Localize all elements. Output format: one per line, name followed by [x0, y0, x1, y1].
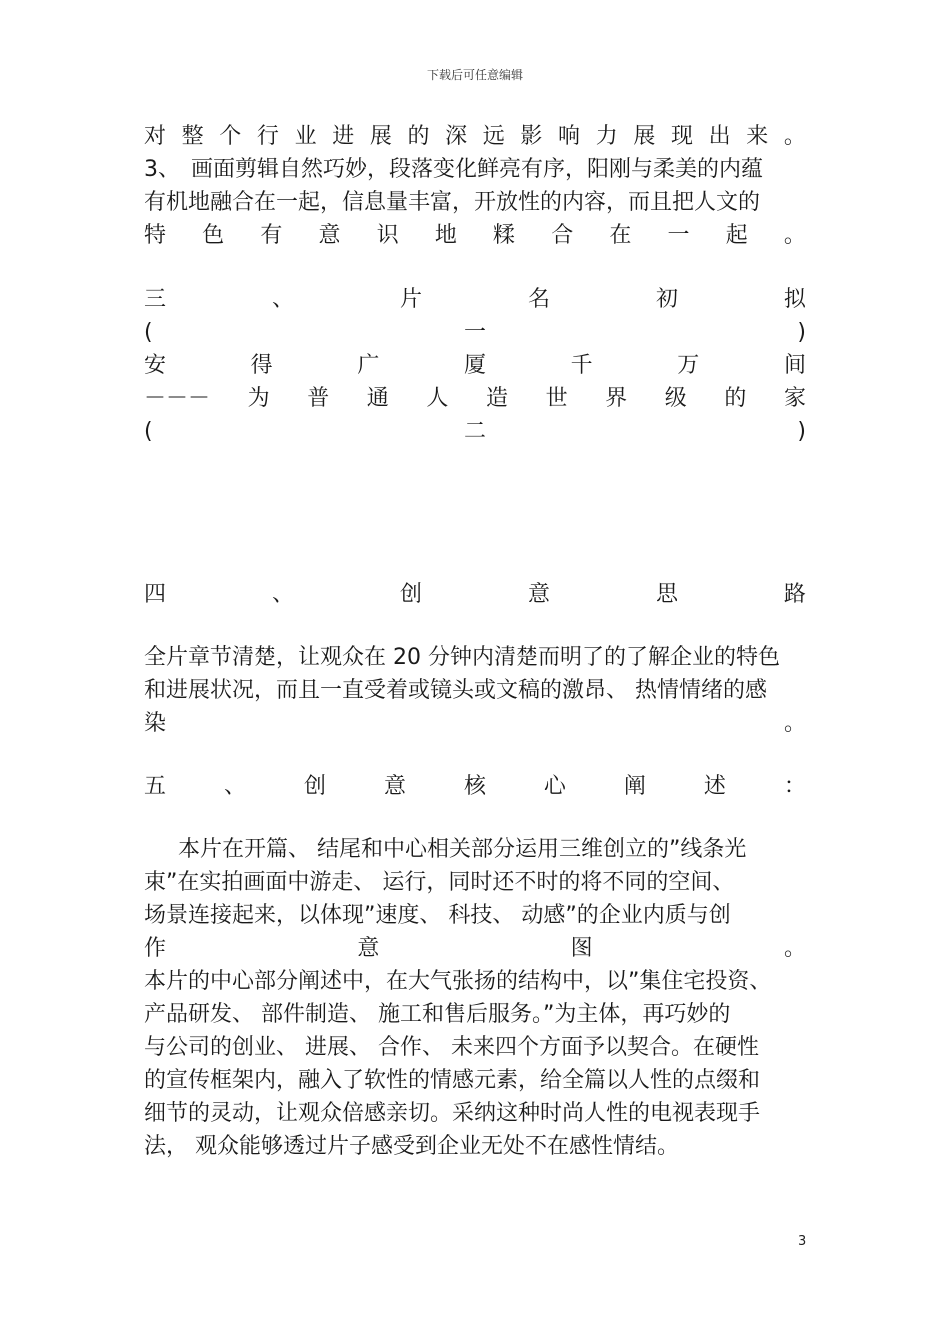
text-token: 展 — [369, 124, 392, 149]
text-token: 创 — [303, 774, 326, 799]
text-token: 色 — [202, 223, 225, 248]
text-token: 。 — [783, 936, 806, 961]
text-token: 思 — [655, 582, 678, 607]
text-token: 家 — [783, 386, 806, 411]
text-token: 意 — [357, 936, 380, 961]
text-token: 整 — [181, 124, 204, 149]
text-token: 、 — [271, 287, 294, 312]
text-token: 万 — [677, 353, 700, 378]
text-token: 普 — [307, 386, 330, 411]
text-token: 间 — [783, 353, 806, 378]
text-line: 全片章节清楚，让观众在 20 分钟内清楚而明了的了解企业的特色 — [144, 645, 780, 670]
text-token: 染 — [144, 711, 167, 736]
option-label-2 — [144, 415, 806, 448]
text-line: 法， 观众能够透过片子感受到企业无处不在感性情结。 — [144, 1134, 679, 1159]
page-header: 下载后可任意编辑 — [426, 68, 523, 82]
text-token: 个 — [219, 124, 242, 149]
text-line: 细节的灵动，让观众倍感亲切。采纳这种时尚人性的电视表现手 — [144, 1101, 761, 1126]
text-token: 展 — [633, 124, 656, 149]
text-token: 糅 — [493, 223, 516, 248]
text-token: 二 — [463, 419, 486, 444]
paragraph-gap — [144, 611, 806, 641]
paragraph-gap — [144, 448, 806, 578]
text-token: 意 — [318, 223, 341, 248]
text-token: 意 — [383, 774, 406, 799]
text-token: 初 — [655, 287, 678, 312]
text-token: 创 — [399, 582, 422, 607]
text-token: 界 — [605, 386, 628, 411]
option-label-1 — [144, 316, 806, 349]
text-token: －－－ — [144, 386, 211, 411]
text-line: 的宣传框架内，融入了软性的情感元素，给全篇以人性的点缀和 — [144, 1068, 761, 1093]
text-token: 造 — [485, 386, 508, 411]
text-token: 地 — [434, 223, 457, 248]
text-token: 行 — [256, 124, 279, 149]
spread-line — [144, 120, 806, 153]
text-token: 阐 — [623, 774, 646, 799]
text-token: 深 — [445, 124, 468, 149]
text-token: 影 — [520, 124, 543, 149]
text-token: 一 — [463, 320, 486, 345]
text-token: 通 — [366, 386, 389, 411]
text-token: 图 — [570, 936, 593, 961]
page-number: 3 — [798, 1234, 807, 1249]
spread-line — [144, 932, 806, 965]
text-token: 片 — [399, 287, 422, 312]
text-token: 合 — [551, 223, 574, 248]
text-token: ( — [144, 419, 153, 444]
text-token: 安 — [144, 353, 167, 378]
subtitle-option-1 — [144, 382, 806, 415]
text-token: 在 — [609, 223, 632, 248]
text-token: 路 — [783, 582, 806, 607]
section-heading-5 — [144, 770, 806, 803]
text-token: 业 — [294, 124, 317, 149]
text-token: 得 — [250, 353, 273, 378]
text-token: 作 — [144, 936, 167, 961]
document-body — [144, 120, 806, 1163]
text-line: 3、 画面剪辑自然巧妙，段落变化鲜亮有序，阳刚与柔美的内蕴 — [144, 157, 763, 182]
paragraph-gap — [144, 803, 806, 833]
text-token: 响 — [558, 124, 581, 149]
text-token: 、 — [223, 774, 246, 799]
text-line: 有机地融合在一起，信息量丰富，开放性的内容，而且把人文的 — [144, 190, 761, 215]
text-token: 起 — [725, 223, 748, 248]
paragraph-gap — [144, 252, 806, 283]
text-token: 拟 — [783, 287, 806, 312]
text-token: 。 — [783, 711, 806, 736]
text-token: 五 — [144, 774, 167, 799]
text-token: 出 — [708, 124, 731, 149]
text-token: 人 — [426, 386, 449, 411]
text-token: 心 — [543, 774, 566, 799]
text-token: 一 — [667, 223, 690, 248]
text-token: 广 — [357, 353, 380, 378]
text-token: 现 — [670, 124, 693, 149]
text-token: ) — [797, 419, 806, 444]
text-token: 特 — [144, 223, 167, 248]
spread-line — [144, 707, 806, 740]
paragraph-gap — [144, 740, 806, 770]
section-heading-4 — [144, 578, 806, 611]
text-token: 意 — [527, 582, 550, 607]
text-line: 产品研发、 部件制造、 施工和售后服务。”为主体，再巧妙的 — [144, 1002, 731, 1027]
text-line: 本片的中心部分阐述中，在大气张扬的结构中，以”集住宅投资、 — [144, 969, 772, 994]
text-token: 进 — [332, 124, 355, 149]
title-option-1 — [144, 349, 806, 382]
text-token: 力 — [595, 124, 618, 149]
text-line: 本片在开篇、 结尾和中心相关部分运用三维创立的”线条光 — [178, 837, 747, 862]
text-token: 级 — [664, 386, 687, 411]
text-token: 的 — [407, 124, 430, 149]
text-token: ) — [797, 320, 806, 345]
text-token: 述 — [703, 774, 726, 799]
text-token: 。 — [783, 124, 806, 149]
text-token: 的 — [724, 386, 747, 411]
text-token: 三 — [144, 287, 167, 312]
text-line: 与公司的创业、 进展、 合作、 未来四个方面予以契合。在硬性 — [144, 1035, 759, 1060]
text-token: 核 — [463, 774, 486, 799]
text-token: 有 — [260, 223, 283, 248]
text-token: 厦 — [463, 353, 486, 378]
text-token: 识 — [376, 223, 399, 248]
text-token: 远 — [482, 124, 505, 149]
text-line: 和进展状况，而且一直受着或镜头或文稿的激昂、 热情情绪的感 — [144, 678, 767, 703]
text-token: 为 — [247, 386, 270, 411]
text-token: 来 — [746, 124, 769, 149]
text-token: ( — [144, 320, 153, 345]
section-heading-3 — [144, 283, 806, 316]
spread-line — [144, 219, 806, 252]
text-token: 。 — [783, 223, 806, 248]
text-token: 、 — [271, 582, 294, 607]
text-token: 千 — [570, 353, 593, 378]
text-token: ： — [783, 774, 806, 799]
text-token: 四 — [144, 582, 167, 607]
text-token: 世 — [545, 386, 568, 411]
text-line: 束”在实拍画面中游走、 运行，同时还不时的将不同的空间、 — [144, 870, 735, 895]
text-token: 名 — [527, 287, 550, 312]
text-token: 对 — [144, 124, 167, 149]
text-line: 场景连接起来，以体现”速度、 科技、 动感”的企业内质与创 — [144, 903, 731, 928]
